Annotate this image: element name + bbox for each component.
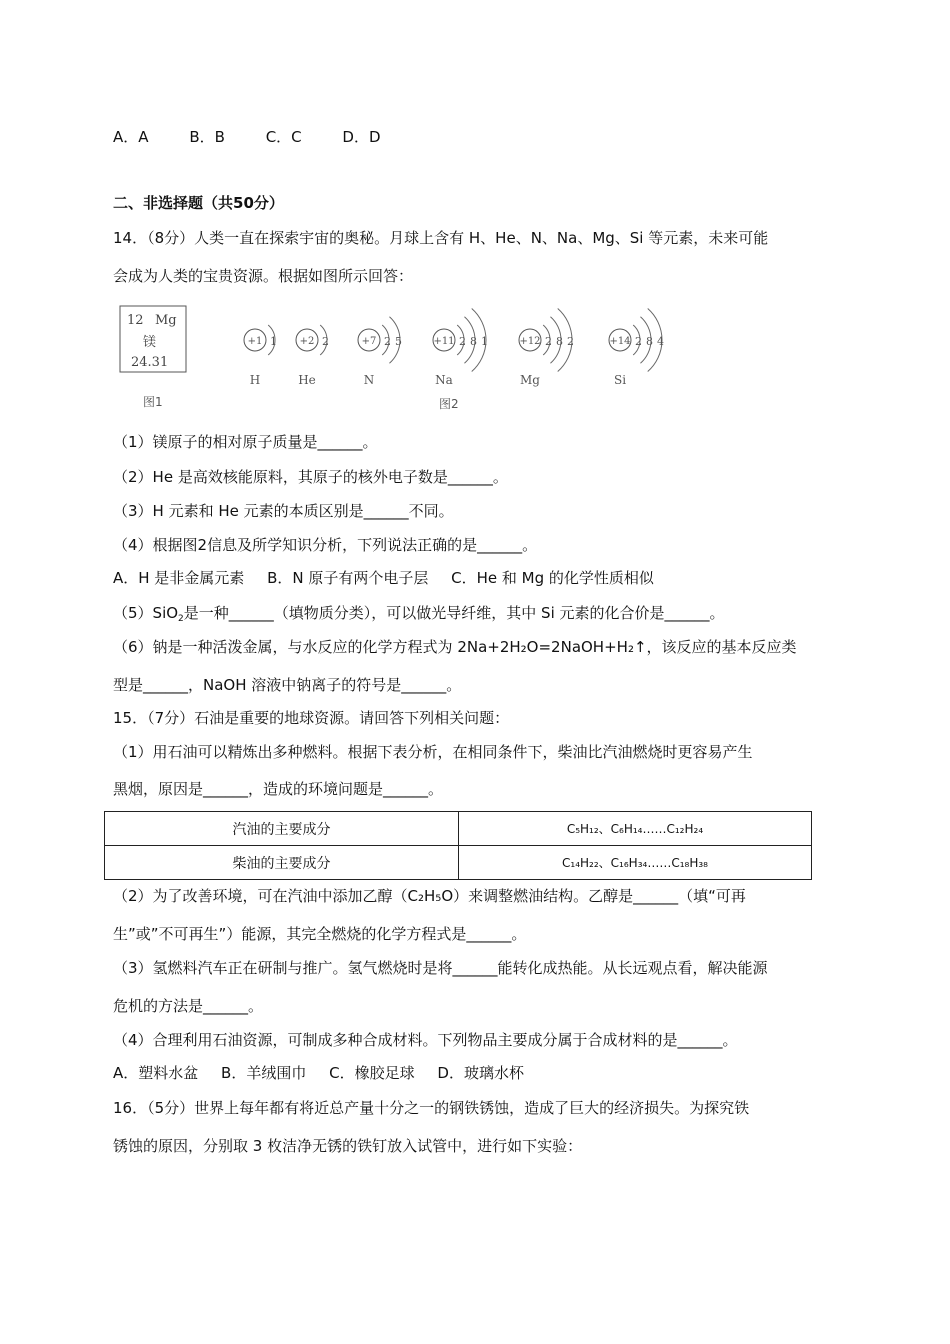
atom-he <box>296 325 329 387</box>
atom-n <box>358 317 402 387</box>
q14-s2: （2）He 是高效核能原料，其原子的核外电子数是______。 <box>113 468 508 486</box>
atom-label: N <box>363 373 375 387</box>
atom-diagrams <box>244 308 664 387</box>
atom-mg <box>519 308 574 387</box>
shell-electron-count: 2 <box>384 335 391 348</box>
shell-electron-count: 8 <box>556 335 563 348</box>
q15-s3-line2: 危机的方法是______。 <box>113 997 264 1015</box>
atom-label: Si <box>613 373 627 387</box>
q15-s1-line2: 黑烟，原因是______，造成的环境问题是______。 <box>113 780 444 798</box>
element-card-name: 镁 <box>143 335 157 350</box>
fuel-composition-table <box>104 811 812 880</box>
atom-h <box>244 325 277 387</box>
q14-s4-options <box>113 568 672 588</box>
q14-s1: （1）镁原子的相对原子质量是______。 <box>113 433 378 451</box>
q13-option-d: D．D <box>342 128 381 146</box>
fig2-caption: 图2 <box>439 397 459 411</box>
shell-electron-count: 2 <box>635 335 642 348</box>
q14-s5-subscript: 2 <box>178 614 184 624</box>
table-row <box>105 812 812 846</box>
q15-s1-line1: （1）用石油可以精炼出多种燃料。根据下表分析，在相同条件下，柴油比汽油燃烧时更容易产生 <box>113 743 753 761</box>
q15-s4-options <box>113 1063 542 1083</box>
q13-option-a: A．A <box>113 128 149 146</box>
q14-s3: （3）H 元素和 He 元素的本质区别是______不同。 <box>113 502 454 520</box>
q13-option-c: C．C <box>265 128 302 146</box>
q14-s4: （4）根据图2信息及所学知识分析，下列说法正确的是______。 <box>113 536 538 554</box>
atom-si <box>609 308 664 387</box>
atom-na <box>433 308 488 387</box>
q14-s4-option-a: A．H 是非金属元素 <box>113 569 245 587</box>
element-card-symbol: Mg <box>155 313 177 328</box>
nucleus-charge: +2 <box>299 336 315 347</box>
shell-electron-count: 2 <box>459 335 466 348</box>
q16-line2: 锈蚀的原因，分别取 3 枚洁净无锈的铁钉放入试管中，进行如下实验： <box>113 1137 583 1155</box>
table-row <box>105 846 812 880</box>
nucleus-charge: +1 <box>247 336 263 347</box>
q15-s2-line2: 生”或”不可再生”）能源，其完全燃烧的化学方程式是______。 <box>113 925 527 943</box>
nucleus-charge: +14 <box>609 336 631 347</box>
q15-s2-line1: （2）为了改善环境，可在汽油中添加乙醇（C₂H₅O）来调整燃油结构。乙醇是______（填“可再 <box>113 887 746 905</box>
q14-s4-option-b: B．N 原子有两个电子层 <box>267 569 429 587</box>
q15-s4-option-c: C．橡胶足球 <box>329 1064 415 1082</box>
q15-s3-line1: （3）氢燃料汽车正在研制与推广。氢气燃烧时是将______能转化成热能。从长远观点看，解决能源 <box>113 959 768 977</box>
q14-s4-option-c: C．He 和 Mg 的化学性质相似 <box>451 569 654 587</box>
shell-electron-count: 2 <box>567 335 574 348</box>
q13-options <box>113 127 417 147</box>
shell-electron-count: 8 <box>470 335 477 348</box>
q15-s4: （4）合理利用石油资源，可制成多种合成材料。下列物品主要成分属于合成材料的是______。 <box>113 1031 738 1049</box>
q14-s5 <box>113 603 725 623</box>
nucleus-charge: +12 <box>519 336 541 347</box>
atom-label: H <box>249 373 261 387</box>
shell-electron-count: 8 <box>646 335 653 348</box>
atom-label: Na <box>435 373 453 387</box>
element-card-mass: 24.31 <box>131 355 169 370</box>
shell-electron-count: 1 <box>481 335 488 348</box>
shell-electron-count: 1 <box>270 335 277 348</box>
q14-s6-line1: （6）钠是一种活泼金属，与水反应的化学方程式为 2Na+2H₂O=2NaOH+H₂↑，该反应的基本反应类 <box>113 638 797 656</box>
q14-s6-line2: 型是______，NaOH 溶液中钠离子的符号是______。 <box>113 676 462 694</box>
q15-s4-option-d: D．玻璃水杯 <box>437 1064 524 1082</box>
fig1-caption: 图1 <box>143 395 163 409</box>
q14-s5-prefix: （5）SiO <box>113 604 179 622</box>
q15-s4-option-a: A．塑料水盆 <box>113 1064 199 1082</box>
q16-line1: 16．（5分）世界上每年都有将近总产量十分之一的钢铁锈蚀，造成了巨大的经济损失。为探究铁 <box>113 1099 750 1117</box>
element-card-number: 12 <box>127 313 144 328</box>
atom-label: Mg <box>520 373 540 387</box>
q14-s5-rest: 是一种______（填物质分类），可以做光导纤维，其中 Si 元素的化合价是______。 <box>183 604 725 622</box>
section-title: 二、非选择题（共50分） <box>113 194 284 212</box>
q14-line2: 会成为人类的宝贵资源。根据如图所示回答： <box>113 267 414 285</box>
table-cell-label: 柴油的主要成分 <box>105 846 459 880</box>
table-cell-value: C₁₄H₂₂、C₁₆H₃₄……C₁₈H₃₈ <box>459 846 812 880</box>
q15-s4-option-b: B．羊绒围巾 <box>221 1064 307 1082</box>
q13-option-b: B．B <box>189 128 225 146</box>
table-cell-label: 汽油的主要成分 <box>105 812 459 846</box>
nucleus-charge: +7 <box>361 336 377 347</box>
shell-electron-count: 5 <box>395 335 402 348</box>
q15-line1: 15．（7分）石油是重要的地球资源。请回答下列相关问题： <box>113 709 510 727</box>
atom-label: He <box>298 373 316 387</box>
q14-line1: 14．（8分）人类一直在探索宇宙的奥秘。月球上含有 H、He、N、Na、Mg、Si 等元素，未来可能 <box>113 229 769 247</box>
shell-electron-count: 4 <box>657 335 664 348</box>
shell-electron-count: 2 <box>545 335 552 348</box>
shell-electron-count: 2 <box>322 335 329 348</box>
table-cell-value: C₅H₁₂、C₆H₁₄……C₁₂H₂₄ <box>459 812 812 846</box>
nucleus-charge: +11 <box>433 336 455 347</box>
element-card-mg <box>120 306 186 409</box>
atom-structure-figure <box>113 300 693 418</box>
